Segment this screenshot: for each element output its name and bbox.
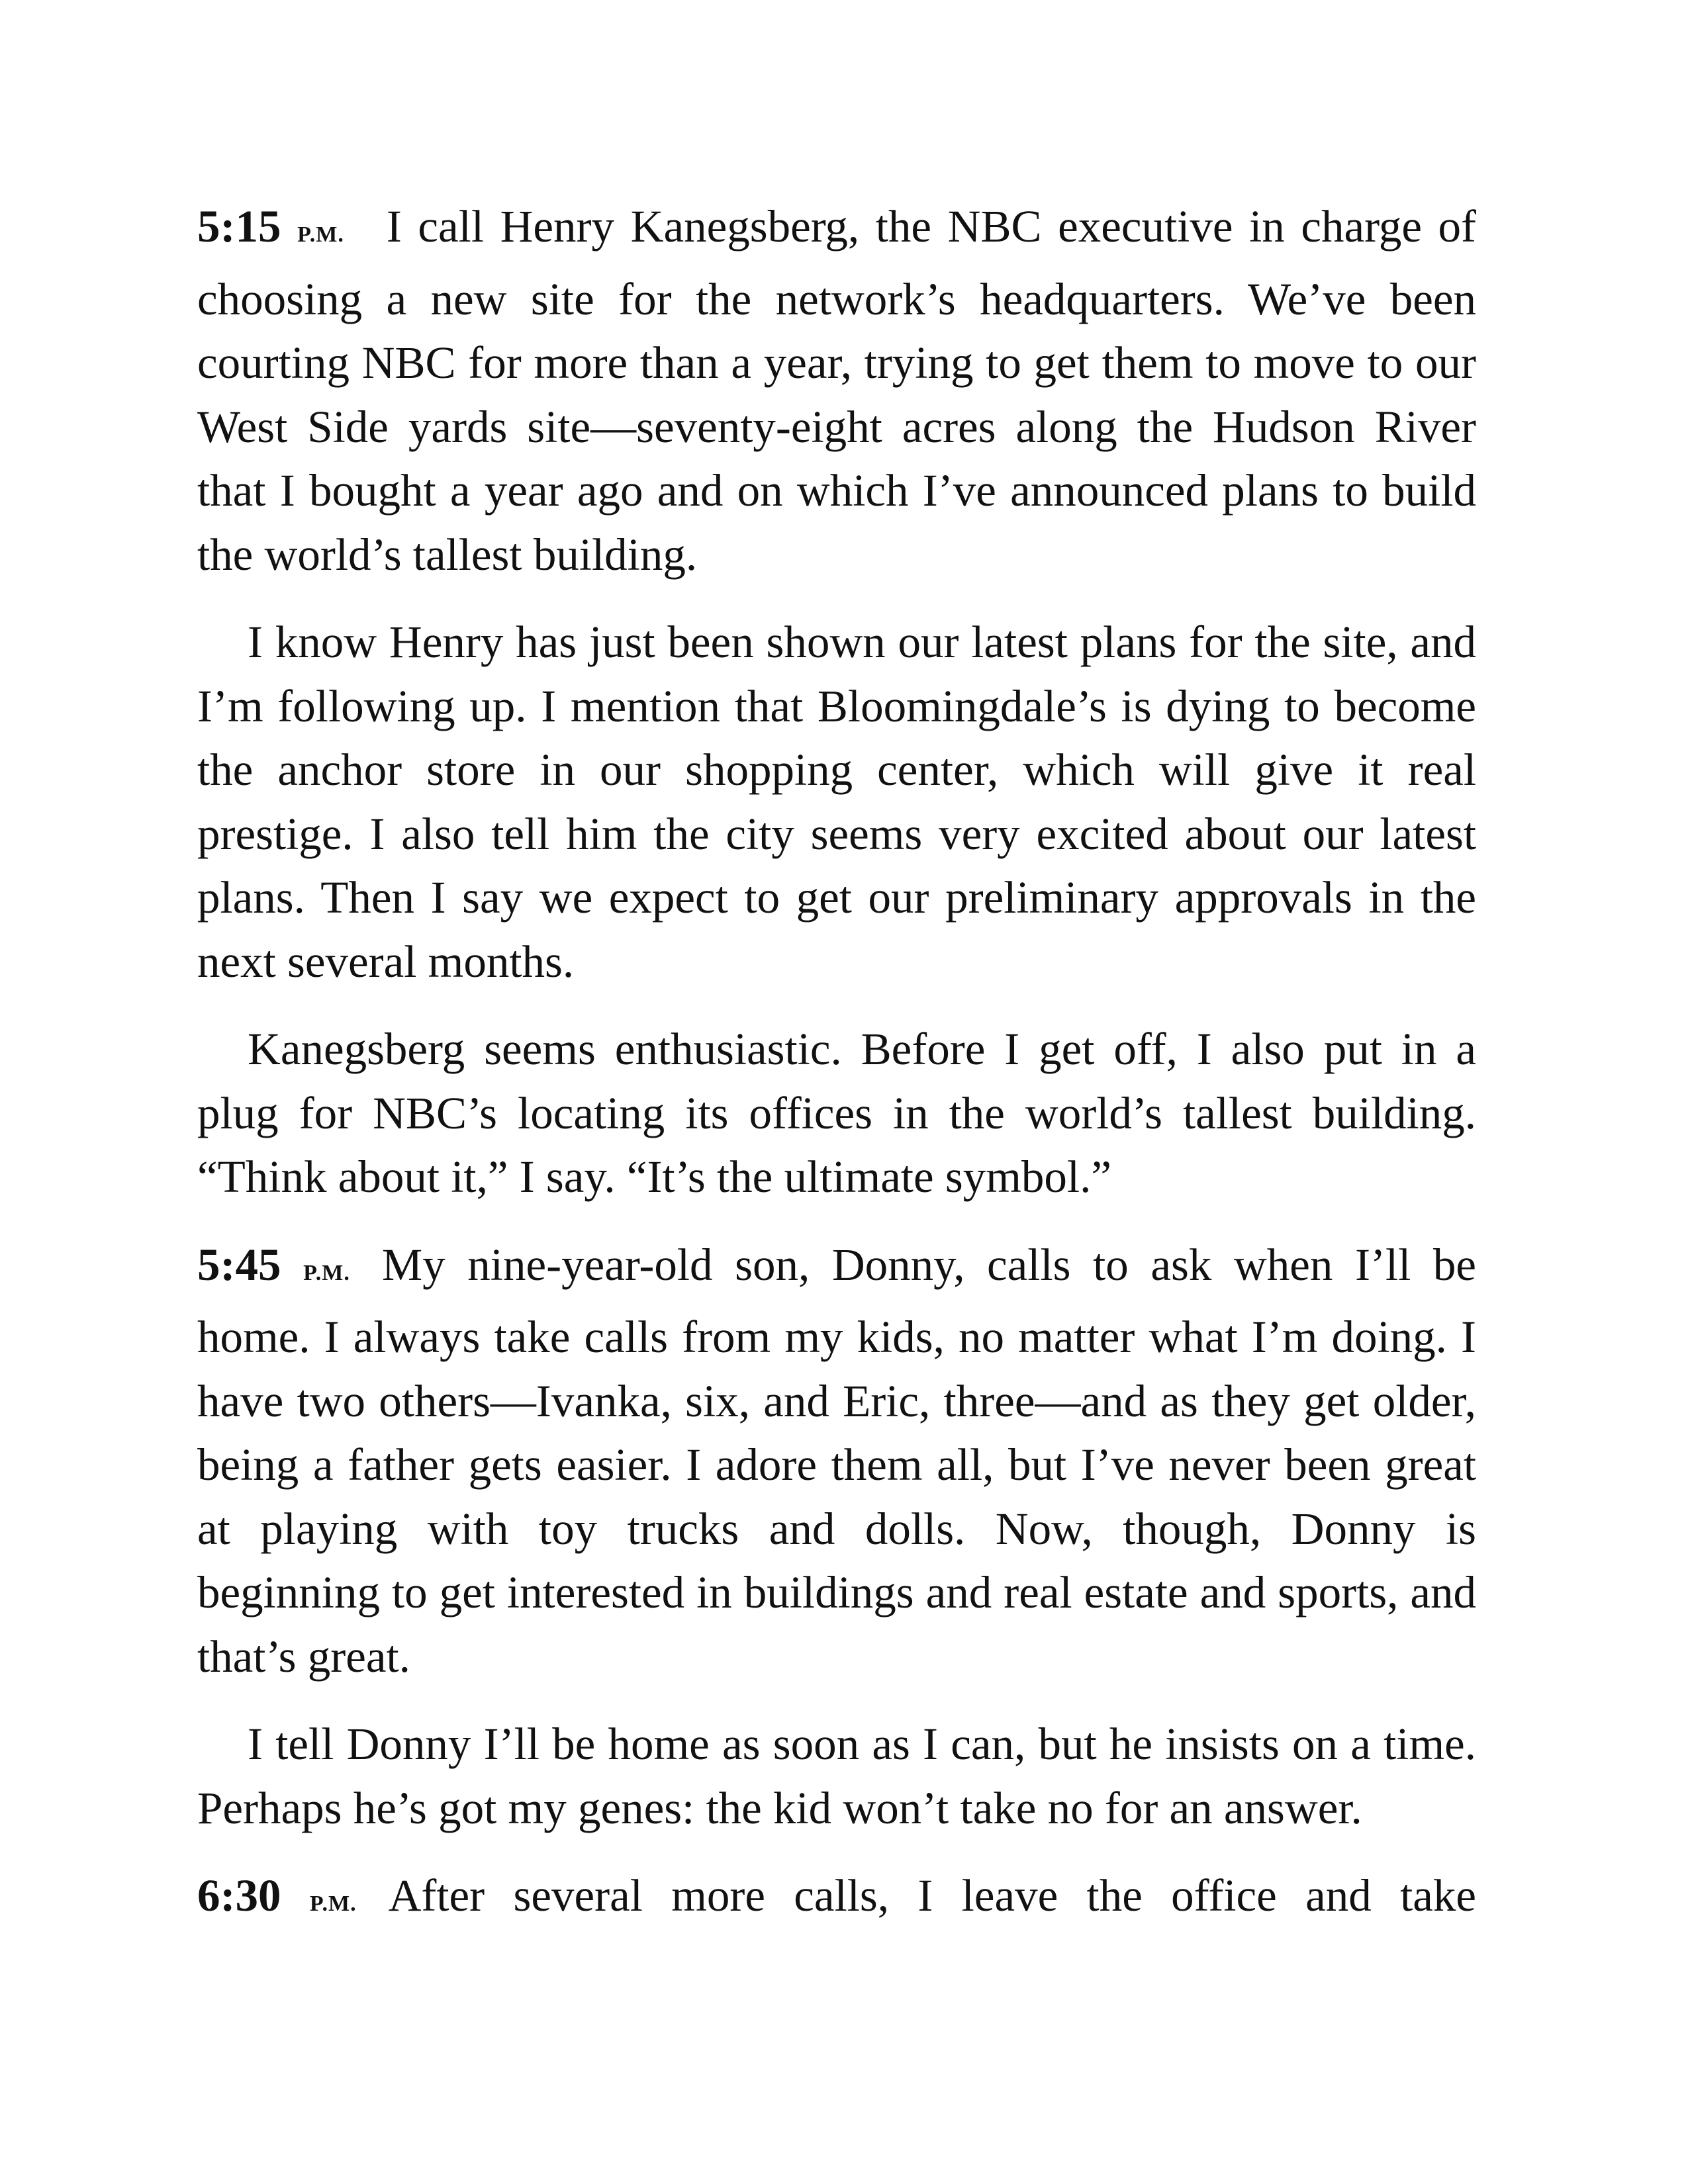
- paragraph: [197, 1712, 1476, 1840]
- paragraph-text: Kanegsberg seems enthusiastic. Before I get off, I also put in a plug for NBC’s locating its offices in the world’s tallest building. “Think about it,” I say. “It’s the ultimate symbol.”: [197, 1024, 1476, 1202]
- entry-time: 5:45: [197, 1239, 281, 1290]
- paragraph-text: I know Henry has just been shown our latest plans for the site, and I’m following up. I mention that Bloomingdale’s is dying to become the anchor store in our shopping center, which will give it real prestige. I also tell him the city seems very excited about our latest plans. Then I say we expect to get our preliminary approvals in the next several months.: [197, 617, 1476, 987]
- entry-6-30: [197, 1864, 1476, 1936]
- entry-text: After several more calls, I leave the office and take: [388, 1870, 1477, 1921]
- page-body: [197, 195, 1476, 1960]
- entry-text: I call Henry Kanegsberg, the NBC executive in charge of choosing a new site for the network’s headquarters. We’ve been courting NBC for more than a year, trying to get them to move to our West Side yards site—seventy-eight acres along the Hudson River that I bought a year ago and on which I’ve announced plans to build the world’s tallest building.: [197, 201, 1477, 580]
- entry-5-45: [197, 1233, 1476, 1689]
- entry-time: 5:15: [197, 201, 281, 251]
- paragraph: [197, 610, 1476, 993]
- entry-5-15: [197, 195, 1476, 586]
- entry-text: My nine-year-old son, Donny, calls to ask when I’ll be home. I always take calls from my kids, no matter what I’m doing. I have two others—Ivanka, six, and Eric, three—and as they get older, being a father gets easier. I adore them all, but I’ve never been great at playing with toy trucks and dolls. Now, though, Donny is beginning to get interested in buildings and real estate and sports, and that’s great.: [197, 1239, 1477, 1682]
- entry-time: 6:30: [197, 1870, 281, 1921]
- entry-ampm: P.M.: [303, 1260, 350, 1285]
- entry-ampm: P.M.: [309, 1891, 357, 1916]
- paragraph-text: I tell Donny I’ll be home as soon as I can, but he insists on a time. Perhaps he’s got my genes: the kid won’t take no for an answer.: [197, 1719, 1476, 1833]
- paragraph: [197, 1017, 1476, 1209]
- entry-ampm: P.M.: [297, 222, 344, 247]
